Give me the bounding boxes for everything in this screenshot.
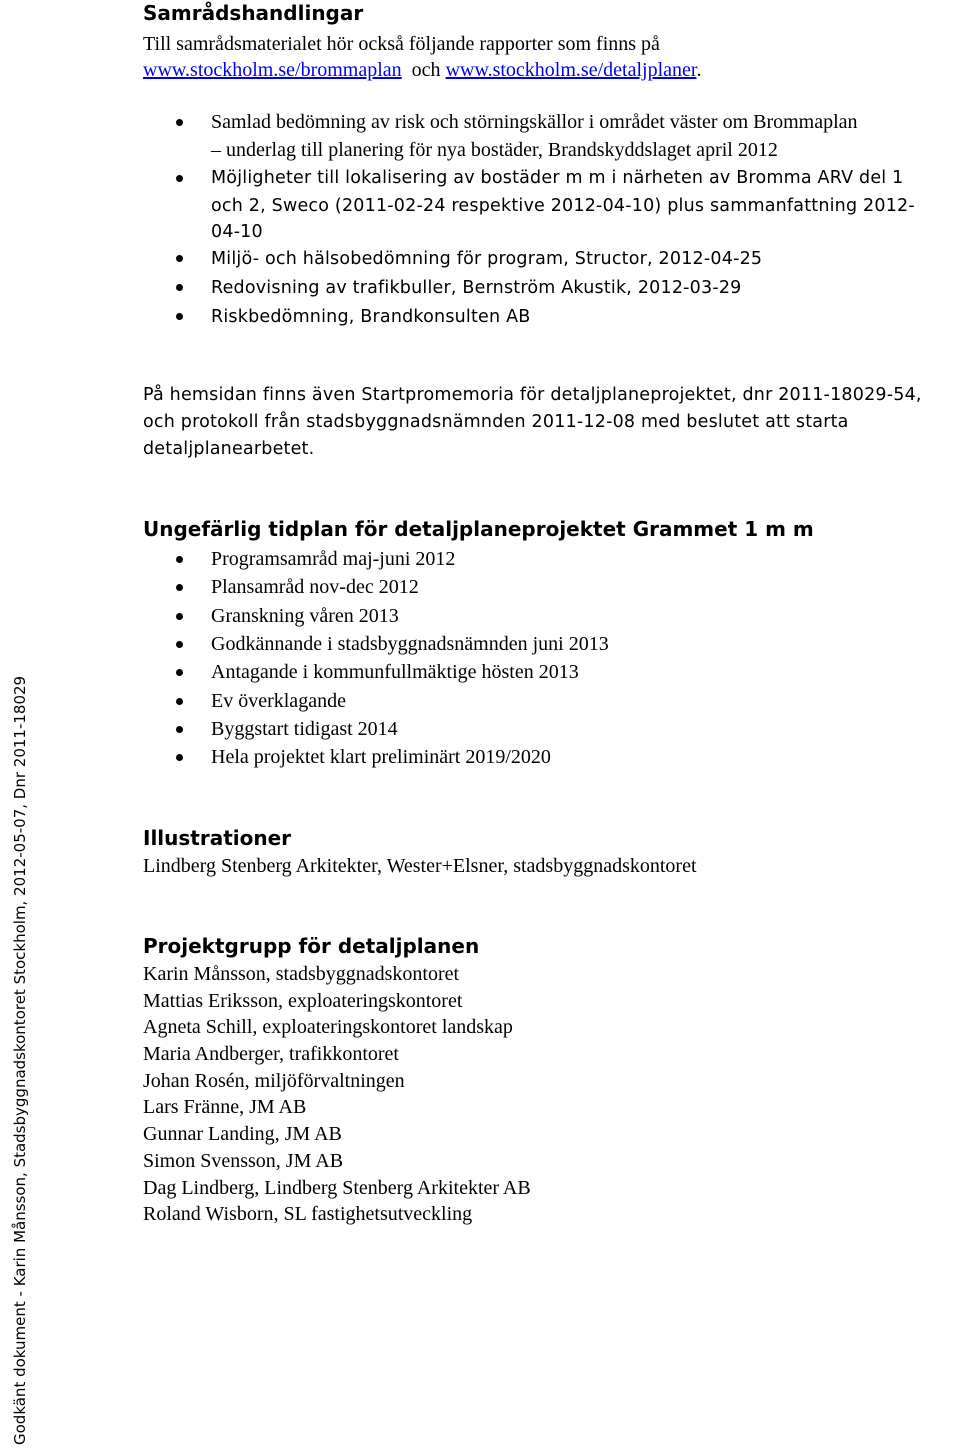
report-item-continuation: – underlag till planering för nya bostäder, Brandskyddslaget april 2012 xyxy=(211,139,778,161)
samrad-intro: Till samrådsmaterialet hör också följande rapporter som finns på xyxy=(143,33,660,55)
bullet-icon xyxy=(176,175,183,182)
bullet-icon xyxy=(176,584,183,591)
member-item: Gunnar Landing, JM AB xyxy=(143,1123,342,1145)
member-item: Lars Fränne, JM AB xyxy=(143,1096,307,1118)
startpm-line: och protokoll från stadsbyggnadsnämnden 2011-12-08 med beslutet att starta xyxy=(143,412,849,432)
tidplan-item: Antagande i kommunfullmäktige hösten 2013 xyxy=(211,661,579,683)
tidplan-item: Godkännande i stadsbyggnadsnämnden juni 2013 xyxy=(211,633,609,655)
period-text: . xyxy=(696,59,702,81)
illustrationer-text: Lindberg Stenberg Arkitekter, Wester+Elsner, stadsbyggnadskontoret xyxy=(143,855,697,877)
report-item: Redovisning av trafikbuller, Bernström Akustik, 2012-03-29 xyxy=(211,278,742,298)
projektgrupp-heading: Projektgrupp för detaljplanen xyxy=(143,934,480,958)
tidplan-item: Byggstart tidigast 2014 xyxy=(211,718,398,740)
samrad-links-line xyxy=(143,57,701,84)
report-item: Riskbedömning, Brandkonsulten AB xyxy=(211,307,531,327)
tidplan-item: Granskning våren 2013 xyxy=(211,605,399,627)
report-item: Möjligheter till lokalisering av bostäder m m i närheten av Bromma ARV del 1 xyxy=(211,168,904,188)
detaljplaner-link[interactable]: www.stockholm.se/detaljplaner xyxy=(445,59,697,81)
member-item: Simon Svensson, JM AB xyxy=(143,1150,344,1172)
member-item: Johan Rosén, miljöförvaltningen xyxy=(143,1070,405,1092)
tidplan-item: Ev överklagande xyxy=(211,690,346,712)
bullet-icon xyxy=(176,119,183,126)
bullet-icon xyxy=(176,669,183,676)
member-item: Karin Månsson, stadsbyggnadskontoret xyxy=(143,963,460,985)
bullet-icon xyxy=(176,556,183,563)
member-item: Roland Wisborn, SL fastighetsutveckling xyxy=(143,1203,473,1225)
report-item-continuation: 04-10 xyxy=(211,222,263,242)
approval-sidebar-text: Godkänt dokument - Karin Månsson, Stadsbyggnadskontoret Stockholm, 2012-05-07, Dnr 2011-18029 xyxy=(11,675,29,1445)
tidplan-item: Programsamråd maj-juni 2012 xyxy=(211,548,456,570)
member-item: Agneta Schill, exploateringskontoret landskap xyxy=(143,1016,513,1038)
startpm-line: På hemsidan finns även Startpromemoria för detaljplaneprojektet, dnr 2011-18029-54, xyxy=(143,385,922,405)
bullet-icon xyxy=(176,754,183,761)
bullet-icon xyxy=(176,641,183,648)
tidplan-item: Plansamråd nov-dec 2012 xyxy=(211,576,419,598)
member-item: Maria Andberger, trafikkontoret xyxy=(143,1043,399,1065)
tidplan-item: Hela projektet klart preliminärt 2019/2020 xyxy=(211,746,551,768)
report-item: Miljö- och hälsobedömning för program, Structor, 2012-04-25 xyxy=(211,249,763,269)
bullet-icon xyxy=(176,313,183,320)
bullet-icon xyxy=(176,613,183,620)
brommaplan-link[interactable]: www.stockholm.se/brommaplan xyxy=(143,59,402,81)
member-item: Mattias Eriksson, exploateringskontoret xyxy=(143,990,463,1012)
report-item: Samlad bedömning av risk och störningskällor i området väster om Brommaplan xyxy=(211,111,858,133)
member-item: Dag Lindberg, Lindberg Stenberg Arkitekter AB xyxy=(143,1177,531,1199)
report-item-continuation: och 2, Sweco (2011-02-24 respektive 2012-04-10) plus sammanfattning 2012- xyxy=(211,196,915,216)
tidplan-heading: Ungefärlig tidplan för detaljplaneprojektet Grammet 1 m m xyxy=(143,517,814,541)
bullet-icon xyxy=(176,726,183,733)
bullet-icon xyxy=(176,284,183,291)
illustrationer-heading: Illustrationer xyxy=(143,826,292,850)
samrad-heading: Samrådshandlingar xyxy=(143,1,364,25)
bullet-icon xyxy=(176,698,183,705)
bullet-icon xyxy=(176,255,183,262)
startpm-line: detaljplanearbetet. xyxy=(143,439,315,459)
och-text: och xyxy=(411,59,441,81)
